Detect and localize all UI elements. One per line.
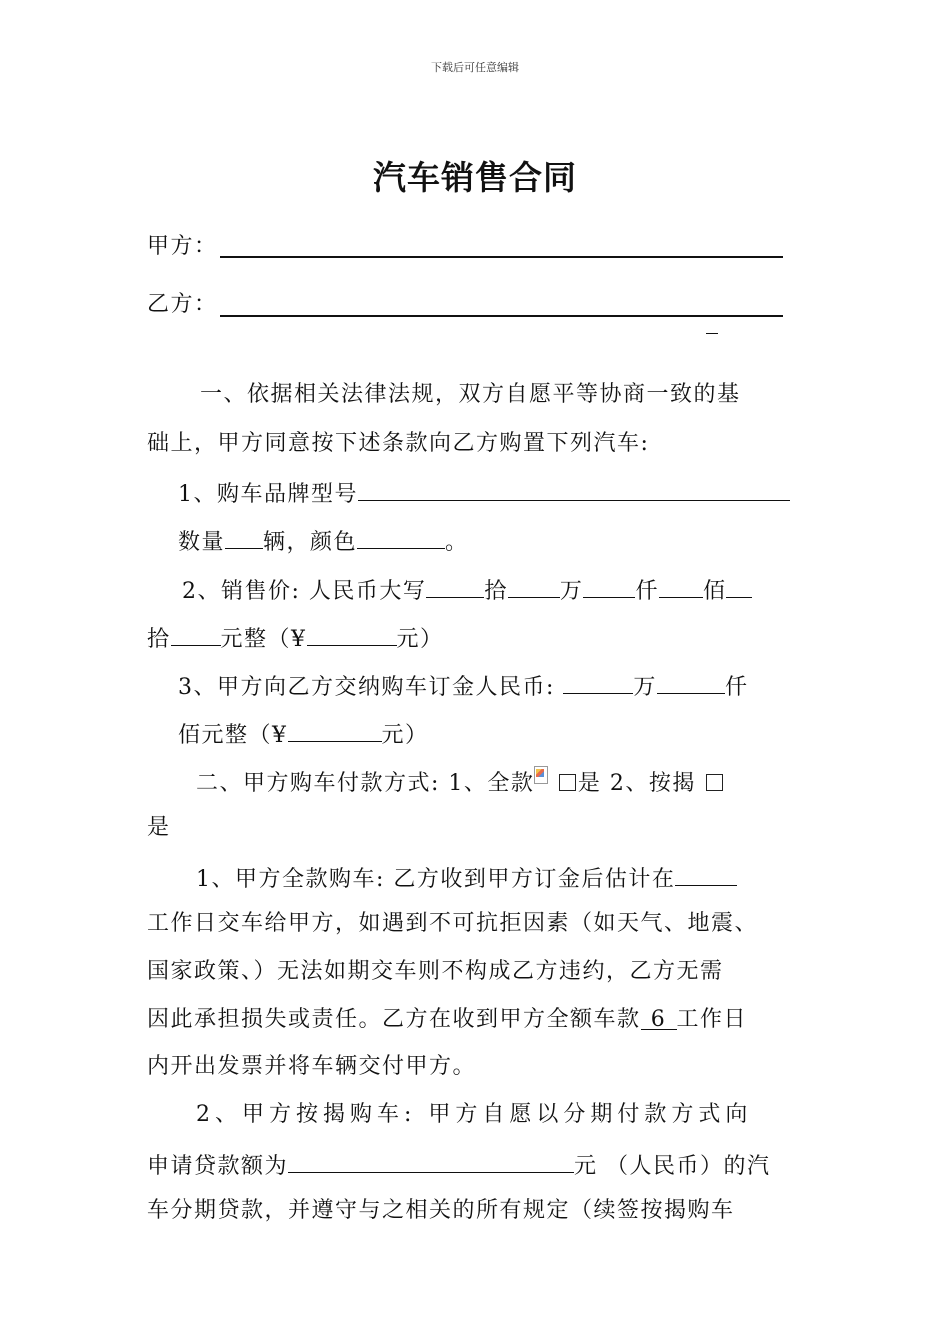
loan-amount-field[interactable] bbox=[288, 1148, 574, 1173]
unit-shi: 拾 bbox=[484, 579, 508, 604]
mortgage-checkbox[interactable] bbox=[706, 774, 723, 791]
p2-line3: 车分期贷款，并遵守与之相关的所有规定（续签按揭购车 bbox=[147, 1198, 735, 1223]
loan-amount-label: 申请贷款额为 bbox=[147, 1154, 289, 1179]
deposit-wan-field[interactable] bbox=[563, 669, 633, 694]
invoice-days-field[interactable]: 6 bbox=[641, 1005, 677, 1030]
deposit-amount-field[interactable] bbox=[288, 717, 382, 742]
price-label: 2、销售价: 人民币大写 bbox=[182, 579, 427, 604]
brand-model-field[interactable] bbox=[358, 476, 790, 501]
p1-line3: 国家政策、）无法如期交车则不构成乙方违约，乙方无需 bbox=[147, 959, 724, 984]
yuan-close: 元） bbox=[396, 627, 444, 652]
unit-bai: 佰 bbox=[702, 579, 727, 604]
p1-line1 bbox=[196, 861, 737, 895]
yuan-close-2: 元） bbox=[381, 723, 429, 748]
period: 。 bbox=[445, 530, 469, 555]
full-payment-yes: 是 bbox=[577, 771, 602, 796]
color-field[interactable] bbox=[357, 524, 445, 549]
price-bai-field[interactable] bbox=[659, 573, 703, 598]
dash-mark bbox=[706, 333, 718, 334]
p1-line2: 工作日交车给甲方，如遇到不可抗拒因素（如天气、地震、 bbox=[147, 911, 759, 936]
header-note: 下载后可任意编辑 bbox=[431, 61, 519, 74]
embedded-image-icon bbox=[534, 766, 548, 784]
unit-qian-2: 仟 bbox=[724, 675, 749, 700]
price-shi-field[interactable] bbox=[726, 573, 752, 598]
mortgage-label: 2、按揭 bbox=[609, 771, 696, 796]
party-a-label: 甲方： bbox=[147, 234, 218, 259]
item3-line1 bbox=[178, 669, 748, 703]
unit-wan-2: 万 bbox=[633, 675, 657, 700]
p1-text4: 因此承担损失或责任。乙方在收到甲方全额车款 bbox=[147, 1007, 641, 1032]
p2-line2 bbox=[147, 1148, 771, 1182]
unit-qian: 仟 bbox=[635, 579, 659, 604]
item1-qty-line bbox=[178, 524, 469, 558]
price-amount-field[interactable] bbox=[307, 621, 397, 646]
unit-wan: 万 bbox=[559, 579, 584, 604]
yuan-zheng-label: 元整（¥ bbox=[220, 627, 307, 652]
party-b-label: 乙方： bbox=[147, 292, 218, 317]
p1-text1: 1、甲方全款购车: 乙方收到甲方订金后估计在 bbox=[196, 867, 676, 892]
qty-label: 数量 bbox=[178, 530, 226, 555]
unit-shi-2: 拾 bbox=[147, 627, 171, 652]
clause1-intro-line2: 础上，甲方同意按下述条款向乙方购置下列汽车: bbox=[147, 431, 650, 456]
price-shi-2-field[interactable] bbox=[171, 621, 221, 646]
p1-line4 bbox=[147, 1005, 747, 1035]
full-payment-checkbox[interactable] bbox=[559, 774, 576, 791]
party-b-field[interactable] bbox=[220, 315, 783, 317]
quantity-field[interactable] bbox=[225, 524, 263, 549]
p1-text4b: 工作日 bbox=[676, 1007, 748, 1032]
price-wan-field[interactable] bbox=[508, 573, 560, 598]
contract-title: 汽车销售合同 bbox=[373, 158, 577, 197]
color-label: 辆，颜色 bbox=[263, 530, 358, 555]
item2-line1 bbox=[182, 573, 752, 607]
item3-line2 bbox=[178, 717, 429, 751]
price-shi-wan-field[interactable] bbox=[426, 573, 484, 598]
party-a-field[interactable] bbox=[220, 256, 783, 258]
item1-line bbox=[178, 476, 790, 510]
payment-method-label: 二、甲方购车付款方式: 1、全款 bbox=[196, 771, 535, 796]
item2-line2 bbox=[147, 621, 444, 655]
clause2-line bbox=[196, 766, 725, 799]
delivery-days-field[interactable] bbox=[675, 861, 737, 886]
deposit-qian-field[interactable] bbox=[657, 669, 725, 694]
deposit-label: 3、甲方向乙方交纳购车订金人民币: bbox=[178, 675, 555, 700]
price-qian-field[interactable] bbox=[583, 573, 635, 598]
p1-line5: 内开出发票并将车辆交付甲方。 bbox=[147, 1054, 477, 1079]
p2-line1: 2、甲方按揭购车: 甲方自愿以分期付款方式向 bbox=[196, 1102, 753, 1127]
clause2-yes-line: 是 bbox=[147, 815, 171, 840]
deposit-yuan-label: 佰元整（¥ bbox=[178, 723, 288, 748]
item1-label: 1、购车品牌型号 bbox=[178, 482, 358, 507]
clause1-intro-line1: 一、依据相关法律法规，双方自愿平等协商一致的基 bbox=[200, 382, 741, 407]
loan-amount-unit: 元 （人民币）的汽 bbox=[574, 1154, 771, 1179]
